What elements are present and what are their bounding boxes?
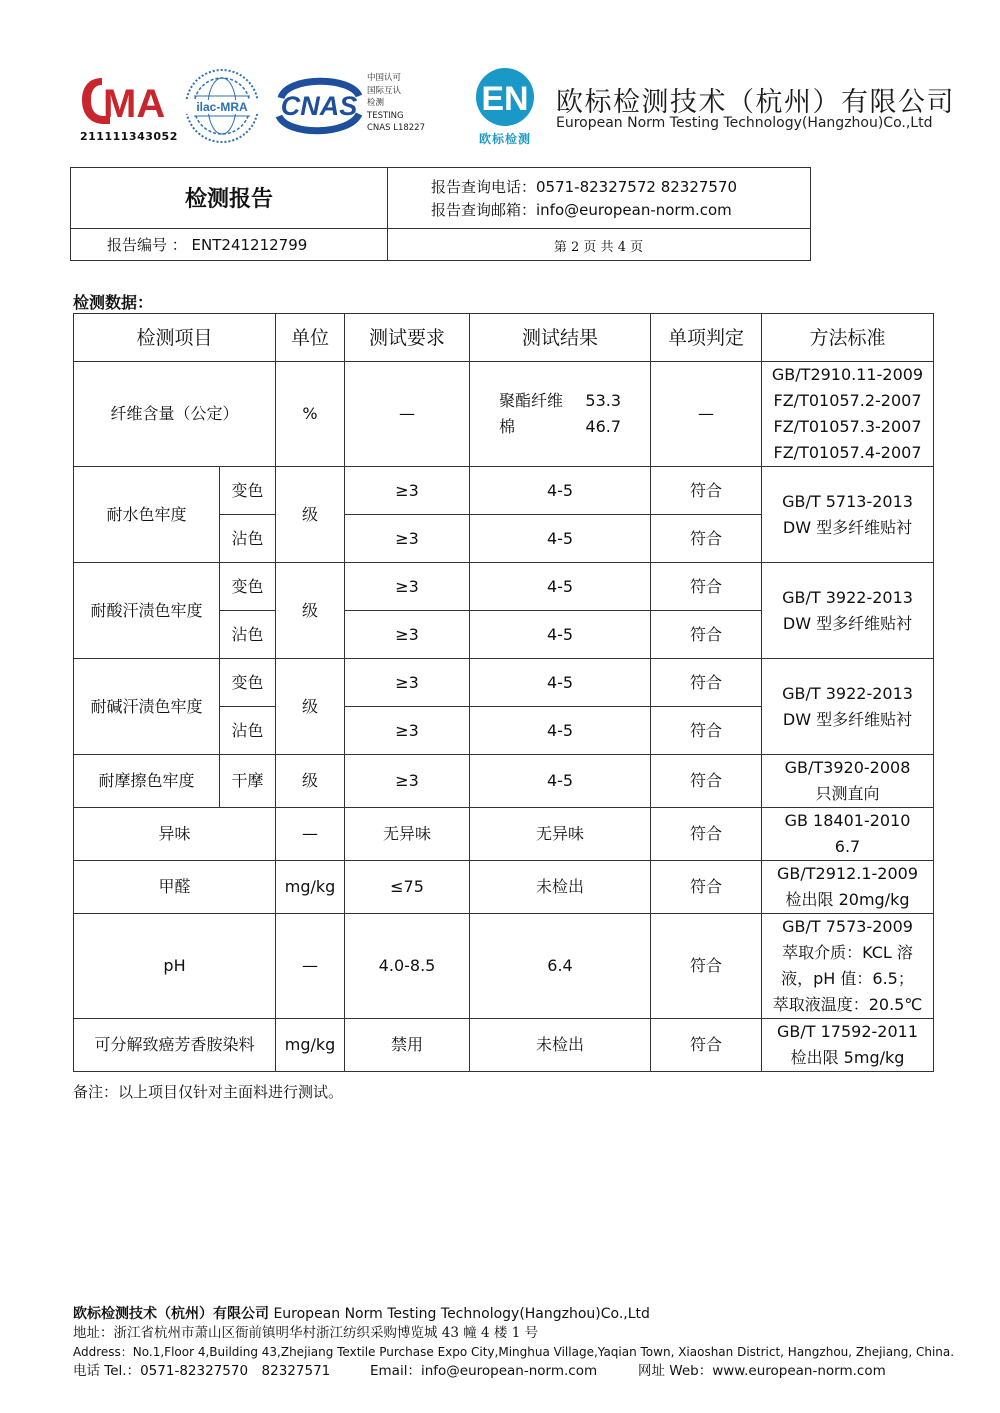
- fiber-name: 棉: [499, 417, 516, 436]
- report-title: 检测报告: [184, 186, 273, 212]
- judgement-cell: 符合: [651, 659, 762, 707]
- unit-cell: mg/kg: [276, 1019, 345, 1072]
- report-contact: [431, 176, 737, 222]
- judgement-cell: 符合: [651, 707, 762, 755]
- standard-line: 萃取介质：KCL 溶: [782, 943, 913, 962]
- standard-line: 6.7: [834, 837, 861, 856]
- header-cell: 单位: [276, 314, 345, 362]
- standard-line: FZ/T01057.2-2007: [773, 391, 922, 410]
- judgement-cell: 符合: [651, 515, 762, 563]
- standard-line: 萃取液温度：20.5℃: [772, 995, 923, 1014]
- sub-item-cell: 变色: [220, 563, 276, 611]
- company-name-en: European Norm Testing Technology(Hangzhou)Co.,Ltd: [556, 115, 933, 131]
- judgement-cell: 符合: [651, 563, 762, 611]
- standard-line: DW 型多纤维贴衬: [782, 613, 913, 633]
- standard-line: GB/T 3922-2013: [782, 683, 913, 703]
- fiber-value: 46.7: [585, 417, 622, 436]
- table-row: [74, 755, 934, 808]
- standard-line: 只测直向: [815, 784, 880, 803]
- requirement-cell: ≥3: [345, 467, 470, 515]
- sub-item-cell: 变色: [220, 467, 276, 515]
- result-cell: 6.4: [470, 914, 651, 1019]
- table-row: [74, 362, 934, 467]
- report-header: [70, 167, 811, 261]
- standard-cell: [762, 755, 934, 808]
- standard-line: DW 型多纤维贴衬: [782, 709, 913, 729]
- standard-line: GB/T3920-2008: [784, 758, 911, 777]
- standard-line: GB/T 7573-2009: [782, 917, 913, 936]
- standard-cell: [762, 1019, 934, 1072]
- header-cell: 方法标准: [762, 314, 934, 362]
- item-cell: 纤维含量（公定）: [74, 362, 276, 467]
- result-cell: 无异味: [470, 808, 651, 861]
- requirement-cell: ≥3: [345, 755, 470, 808]
- judgement-cell: 符合: [651, 611, 762, 659]
- requirement-cell: ≥3: [345, 707, 470, 755]
- footer-email[interactable]: Email：info@european-norm.com: [370, 1363, 598, 1379]
- sub-item-cell: 沾色: [220, 707, 276, 755]
- result-cell: [470, 362, 651, 467]
- cnas-mark-icon: [273, 70, 365, 140]
- standard-line: 检出限 20mg/kg: [785, 890, 910, 909]
- test-data-table: [73, 313, 934, 1072]
- standard-line: FZ/T01057.3-2007: [773, 417, 922, 436]
- fiber-value: 53.3: [585, 391, 622, 410]
- requirement-cell: 禁用: [345, 1019, 470, 1072]
- item-cell: 耐水色牢度: [74, 467, 220, 563]
- ilac-globe-icon: [182, 66, 262, 146]
- requirement-cell: 无异味: [345, 808, 470, 861]
- requirement-cell: ≥3: [345, 515, 470, 563]
- en-mark-text: EN: [481, 80, 529, 118]
- footer-company-en: European Norm Testing Technology(Hangzhou)Co.,Ltd: [273, 1306, 650, 1322]
- judgement-cell: 符合: [651, 1019, 762, 1072]
- company-name-cn: 欧标检测技术（杭州）有限公司: [556, 87, 955, 118]
- unit-cell: mg/kg: [276, 861, 345, 914]
- section-title: 检测数据：: [73, 293, 154, 312]
- sub-item-cell: 变色: [220, 659, 276, 707]
- report-number: 报告编号 ： ENT241212799: [107, 236, 308, 254]
- report-phone: 报告查询电话：0571-82327572 82327570: [431, 178, 738, 196]
- cnas-caption: [367, 72, 425, 135]
- footer-web[interactable]: 网址 Web：www.european-norm.com: [638, 1363, 886, 1379]
- item-cell: 耐摩擦色牢度: [74, 755, 220, 808]
- table-row: [74, 808, 934, 861]
- standard-cell: [762, 659, 934, 755]
- cnas-line: 检测: [367, 98, 385, 108]
- result-cell: 4-5: [470, 515, 651, 563]
- standard-line: GB/T 5713-2013: [782, 491, 913, 511]
- cnas-logo: [273, 70, 365, 140]
- unit-cell: 级: [276, 755, 345, 808]
- cma-mark-icon: [80, 72, 170, 130]
- cma-number: 211111343052: [80, 130, 178, 143]
- table-row: [74, 659, 934, 707]
- page-info: 第 2 页 共 4 页: [553, 240, 644, 255]
- header-cell: 检测项目: [74, 314, 276, 362]
- unit-cell: 级: [276, 563, 345, 659]
- item-cell: 耐酸汗渍色牢度: [74, 563, 220, 659]
- result-cell: 4-5: [470, 659, 651, 707]
- sub-item-cell: 干摩: [220, 755, 276, 808]
- judgement-cell: 符合: [651, 914, 762, 1019]
- report-email: 报告查询邮箱：info@european-norm.com: [431, 201, 732, 219]
- standard-line: GB/T2910.11-2009: [771, 365, 924, 384]
- sub-item-cell: 沾色: [220, 611, 276, 659]
- standard-cell: [762, 563, 934, 659]
- judgement-cell: 符合: [651, 467, 762, 515]
- standard-line: GB/T2912.1-2009: [777, 864, 919, 883]
- cnas-line: TESTING: [367, 110, 404, 121]
- header-cell: 单项判定: [651, 314, 762, 362]
- item-cell: pH: [74, 914, 276, 1019]
- judgement-cell: 符合: [651, 808, 762, 861]
- header-cell: 测试要求: [345, 314, 470, 362]
- table-row: [74, 861, 934, 914]
- requirement-cell: ≥3: [345, 563, 470, 611]
- unit-cell: —: [276, 914, 345, 1019]
- table-row: [74, 467, 934, 515]
- requirement-cell: —: [345, 362, 470, 467]
- result-cell: 4-5: [470, 755, 651, 808]
- cma-logo: [80, 72, 178, 147]
- result-cell: 4-5: [470, 611, 651, 659]
- footer-tel: 电话 Tel.：0571-82327570 82327571: [73, 1363, 331, 1379]
- standard-cell: [762, 362, 934, 467]
- judgement-cell: 符合: [651, 861, 762, 914]
- unit-cell: —: [276, 808, 345, 861]
- result-cell: 4-5: [470, 467, 651, 515]
- en-logo: [470, 66, 540, 148]
- footer-address-en: Address：No.1,Floor 4,Building 43,Zhejiang Textile Purchase Expo City,Minghua Village,Yaqian Town, Xiaoshan District, Hangzhou, Zhejiang, China.: [73, 1345, 955, 1359]
- result-cell: 4-5: [470, 707, 651, 755]
- requirement-cell: ≥3: [345, 611, 470, 659]
- table-row: [74, 563, 934, 611]
- standard-line: 液，pH 值：6.5；: [781, 969, 914, 988]
- standard-line: GB 18401-2010: [784, 811, 911, 830]
- requirement-cell: ≥3: [345, 659, 470, 707]
- judgement-cell: 符合: [651, 755, 762, 808]
- ilac-text: ilac-MRA: [196, 100, 248, 114]
- table-header-row: [74, 314, 934, 362]
- table-row: [74, 1019, 934, 1072]
- cnas-line: 中国认可: [367, 73, 402, 83]
- cnas-text: CNAS: [280, 91, 358, 121]
- standard-cell: [762, 914, 934, 1019]
- result-cell: 未检出: [470, 1019, 651, 1072]
- standard-line: GB/T 17592-2011: [777, 1022, 919, 1041]
- header-cell: 测试结果: [470, 314, 651, 362]
- standard-cell: [762, 861, 934, 914]
- result-cell: 未检出: [470, 861, 651, 914]
- item-cell: 耐碱汗渍色牢度: [74, 659, 220, 755]
- standard-cell: [762, 808, 934, 861]
- standard-line: 检出限 5mg/kg: [790, 1048, 905, 1067]
- footer-address-cn: 地址：浙江省杭州市萧山区衙前镇明华村浙江纺织采购博览城 43 幢 4 楼 1 号: [73, 1325, 539, 1341]
- item-cell: 异味: [74, 808, 276, 861]
- standard-line: FZ/T01057.4-2007: [773, 443, 922, 462]
- standard-cell: [762, 467, 934, 563]
- fiber-name: 聚酯纤维: [499, 391, 564, 410]
- sub-item-cell: 沾色: [220, 515, 276, 563]
- requirement-cell: 4.0-8.5: [345, 914, 470, 1019]
- cnas-line: 国际互认: [367, 85, 402, 96]
- requirement-cell: ≤75: [345, 861, 470, 914]
- cnas-line: CNAS L18227: [367, 123, 425, 133]
- unit-cell: 级: [276, 659, 345, 755]
- footer-company-cn: 欧标检测技术（杭州）有限公司: [73, 1306, 269, 1322]
- result-cell: 4-5: [470, 563, 651, 611]
- standard-line: GB/T 3922-2013: [782, 587, 913, 607]
- en-caption: 欧标检测: [478, 132, 531, 146]
- unit-cell: 级: [276, 467, 345, 563]
- standard-line: DW 型多纤维贴衬: [782, 517, 913, 537]
- ilac-mra-logo: [182, 66, 262, 146]
- table-row: [74, 914, 934, 1019]
- page-footer: [73, 1305, 954, 1381]
- item-cell: 甲醛: [74, 861, 276, 914]
- item-cell: 可分解致癌芳香胺染料: [74, 1019, 276, 1072]
- unit-cell: %: [276, 362, 345, 467]
- judgement-cell: —: [651, 362, 762, 467]
- cma-text: MA: [103, 82, 166, 126]
- en-mark-icon: [470, 66, 540, 128]
- report-note: 备注：以上项目仅针对主面料进行测试。: [73, 1083, 344, 1101]
